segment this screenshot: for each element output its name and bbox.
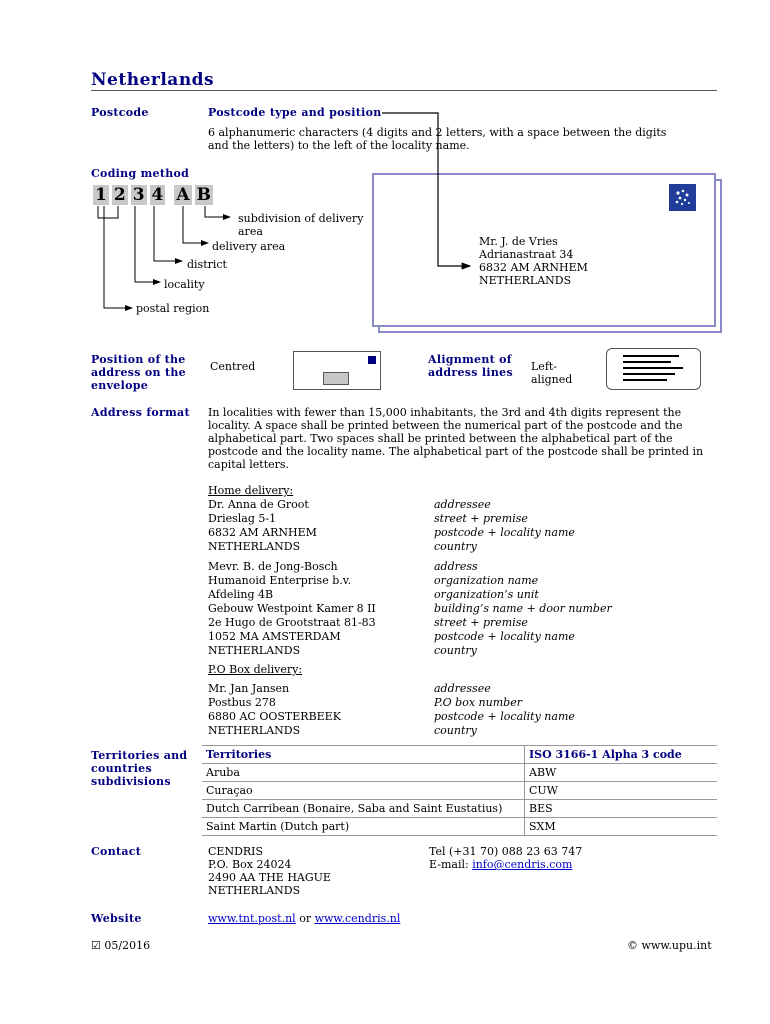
website-label: Website [91, 912, 142, 925]
postcode-char-5: A [176, 185, 190, 205]
table-header-iso-code: ISO 3166-1 Alpha 3 code [525, 746, 718, 764]
position-label-line3: envelope [91, 379, 148, 392]
contact-label: Contact [91, 845, 142, 858]
address-format-paragraph: In localities with fewer than 15,000 inhabitants, the 3rd and 4th digits represent the locality. A space shall be printed between the numerical part of the postcode and the alphabetical part. Two spaces shall be printed between the alphabetical part of the postcode and the locality name. The alphabetical part of the postcode shall be printed in capital letters. [208, 406, 704, 471]
territories-label-line1: Territories and [91, 749, 188, 762]
page-title: Netherlands [91, 70, 215, 90]
address-format-label: Address format [91, 406, 190, 419]
table-header-territories: Territories [202, 746, 525, 764]
locality-label: locality [164, 278, 205, 291]
checkbox-icon: ☑ [91, 939, 101, 952]
contact-email-prefix: E-mail: [429, 858, 473, 871]
postcode-description-line2: and the letters) to the left of the locality name. [208, 139, 470, 152]
postcode-char-3: 3 [132, 185, 145, 205]
alignment-label-line1: Alignment of [428, 353, 512, 366]
footer-date [91, 939, 150, 952]
alignment-value-line1: Left- [531, 360, 558, 373]
subdivision-label-line2: area [238, 225, 263, 238]
postcode-char-4: 4 [151, 185, 164, 205]
alignment-value-line2: aligned [531, 373, 573, 386]
district-label: district [187, 258, 227, 271]
table-header-row [202, 746, 717, 764]
postcode-type-heading: Postcode type and position [208, 106, 382, 119]
contact-email-link[interactable]: info@cendris.com [472, 858, 573, 871]
contact-address: CENDRIS P.O. Box 24024 2490 AA THE HAGUE NETHERLANDS [208, 845, 331, 897]
contact-email-row [429, 858, 572, 871]
website-link-tntpost[interactable]: www.tnt.post.nl [208, 912, 296, 925]
envelope-address-line1: Mr. J. de Vries [479, 235, 558, 248]
postcode-description-line1: 6 alphanumeric characters (4 digits and 2 letters, with a space between the digits [208, 126, 667, 139]
home-delivery-heading: Home delivery: [208, 484, 294, 497]
website-link-cendris[interactable]: www.cendris.nl [314, 912, 401, 925]
stamp-icon [669, 184, 696, 211]
position-label-line1: Position of the [91, 353, 186, 366]
organization-address-example: Mevr. B. de Jong-Bosch address Humanoid Enterprise b.v. organization name Afdeling 4B organization’s unit Gebouw Westpoint Kamer 8 II building’s name + door number 2e Hugo de Grootstraat 81-83 street + premise 1052 MA AMSTERDAM postcode + locality name NETHERLANDS country [208, 560, 612, 657]
territories-table-wrapper [202, 745, 717, 836]
territories-label-line3: subdivisions [91, 775, 171, 788]
pobox-delivery-heading: P.O Box delivery: [208, 663, 303, 676]
left-aligned-lines-illustration [606, 348, 701, 390]
envelope-address-line2: Adrianastraat 34 [479, 248, 574, 261]
postcode-char-1: 1 [95, 185, 107, 205]
coding-method-label: Coding method [91, 167, 190, 180]
delivery-area-label: delivery area [212, 240, 286, 253]
website-links [208, 912, 400, 925]
contact-phone: Tel (+31 70) 088 23 63 747 [429, 845, 583, 858]
mini-address-block [323, 372, 349, 385]
postal-region-label: postal region [136, 302, 210, 315]
table-row: Dutch Carribean (Bonaire, Saba and Saint Eustatius) BES [202, 800, 717, 818]
postcode-char-6: B [196, 185, 211, 205]
postcode-position-arrow [380, 105, 480, 275]
footer-copyright: © www.upu.int [627, 939, 712, 952]
pobox-delivery-example: Mr. Jan Jansen addressee Postbus 278 P.O box number 6880 AC OOSTERBEEK postcode + locality name NETHERLANDS country [208, 682, 575, 737]
home-delivery-example: Dr. Anna de Groot addressee Drieslag 5-1 street + premise 6832 AM ARNHEM postcode + locality name NETHERLANDS country [208, 498, 575, 553]
table-row: Saint Martin (Dutch part) SXM [202, 818, 717, 836]
table-row: Curaçao CUW [202, 782, 717, 800]
title-rule [91, 90, 717, 91]
alignment-label-line2: address lines [428, 366, 513, 379]
territories-label-line2: countries [91, 762, 152, 775]
postcode-label: Postcode [91, 106, 149, 119]
table-row: Aruba ABW [202, 764, 717, 782]
territories-table [202, 746, 717, 836]
postcode-char-2: 2 [113, 185, 126, 205]
envelope-address-line4: NETHERLANDS [479, 274, 572, 287]
footer-date-value: 05/2016 [104, 939, 151, 952]
position-label-line2: address on the [91, 366, 186, 379]
mini-stamp-icon [368, 356, 376, 364]
position-value: Centred [210, 360, 256, 373]
envelope-address-line3: 6832 AM ARNHEM [479, 261, 588, 274]
centred-envelope-illustration [293, 351, 381, 390]
website-separator: or [295, 912, 315, 925]
subdivision-label-line1: subdivision of delivery [238, 212, 364, 225]
